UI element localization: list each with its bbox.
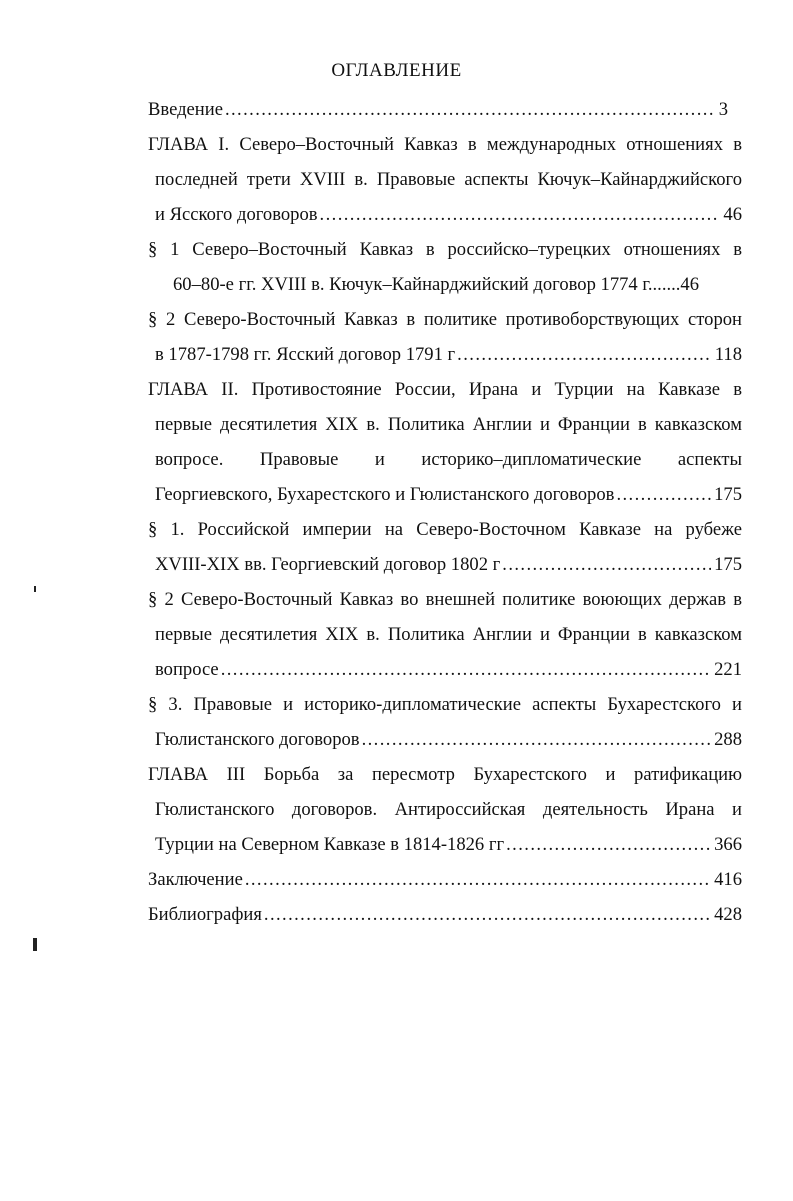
toc-entry-text: Заключение [148,869,243,890]
dot-leader [502,547,711,582]
toc-page-number: 3 [718,99,728,120]
dot-leader [506,827,711,862]
toc-entry-text: XVIII-XIX вв. Георгиевский договор 1802 г [155,554,501,575]
toc-entry-text: в 1787-1798 гг. Ясский договор 1791 г [155,344,456,365]
scan-speck [33,938,37,951]
toc-page-number: 175 [714,554,742,575]
toc-page-number: 118 [714,344,742,365]
toc-chapter-1-line-2: последней трети XVIII в. Правовые аспекты Кючук–Кайнарджийского [155,169,742,190]
toc-section-1-2-line-1: § 2 Северо-Восточный Кавказ в политике противоборствующих сторон [148,309,742,330]
toc-entry-conclusion [148,862,742,897]
dot-leader [320,197,721,232]
toc-page-number: 221 [714,659,742,680]
toc-chapter-3-line-1: ГЛАВА III Борьба за пересмотр Бухарестского и ратификацию [148,764,742,785]
toc-section-2-2-line-1: § 2 Северо-Восточный Кавказ во внешней политике воюющих держав в [148,589,742,610]
toc-chapter-3-line-2: Гюлистанского договоров. Антироссийская деятельность Ирана и [155,799,742,820]
toc-section-2-3-line-2 [155,722,742,757]
toc-section-2-1-line-2 [155,547,742,582]
toc-section-2-1-line-1: § 1. Российской империи на Северо-Восточном Кавказе на рубеже [148,519,742,540]
dot-leader [457,337,712,372]
toc-entry-intro [148,92,742,127]
toc-entry-text: Турции на Северном Кавказе в 1814-1826 гг [155,834,505,855]
toc-chapter-2-line-1: ГЛАВА II. Противостояние России, Ирана и Турции на Кавказе в [148,379,742,400]
toc-section-1-1-line-2: 60–80-е гг. XVIII в. Кючук–Кайнарджийский договор 1774 г.......46 [173,274,700,295]
scan-speck [34,586,36,592]
toc-page-number: 428 [714,904,742,925]
dot-leader [225,92,716,127]
toc-section-2-2-line-2: первые десятилетия XIX в. Политика Англии и Франции в кавказском [155,624,742,645]
toc-entry-text: Гюлистанского договоров [155,729,360,750]
toc-entry-text: вопросе [155,659,219,680]
toc-section-1-2-line-2 [155,337,742,372]
toc-entry-text: и Ясского договоров [155,204,318,225]
toc-chapter-2-line-2: первые десятилетия XIX в. Политика Англии и Франции в кавказском [155,414,742,435]
toc-chapter-3-line-3 [155,827,742,862]
dot-leader [245,862,711,897]
toc-page-number: 175 [714,484,742,505]
toc-section-2-3-line-1: § 3. Правовые и историко-дипломатические аспекты Бухарестского и [148,694,742,715]
toc-chapter-2-line-3: вопросе. Правовые и историко–дипломатические аспекты [155,449,742,470]
toc-chapter-1-line-3 [155,197,742,232]
dot-leader [264,897,711,932]
toc-page-number: 416 [714,869,742,890]
toc-section-2-2-line-3 [155,652,742,687]
toc-chapter-2-line-4 [155,477,742,512]
toc-chapter-1-line-1: ГЛАВА I. Северо–Восточный Кавказ в международных отношениях в [148,134,742,155]
dot-leader [221,652,711,687]
table-of-contents [148,92,742,932]
toc-page-number: 288 [714,729,742,750]
page-title: ОГЛАВЛЕНИЕ [331,60,462,81]
toc-entry-text: Введение [148,99,223,120]
toc-entry-bibliography [148,897,742,932]
toc-page-number: 46 [723,204,742,225]
dot-leader [362,722,712,757]
toc-entry-text: Библиография [148,904,262,925]
toc-page-number: 366 [714,834,742,855]
toc-entry-text: Георгиевского, Бухарестского и Гюлистанского договоров [155,484,615,505]
toc-section-1-1-line-1: § 1 Северо–Восточный Кавказ в российско–турецких отношениях в [148,239,742,260]
dot-leader [616,477,711,512]
